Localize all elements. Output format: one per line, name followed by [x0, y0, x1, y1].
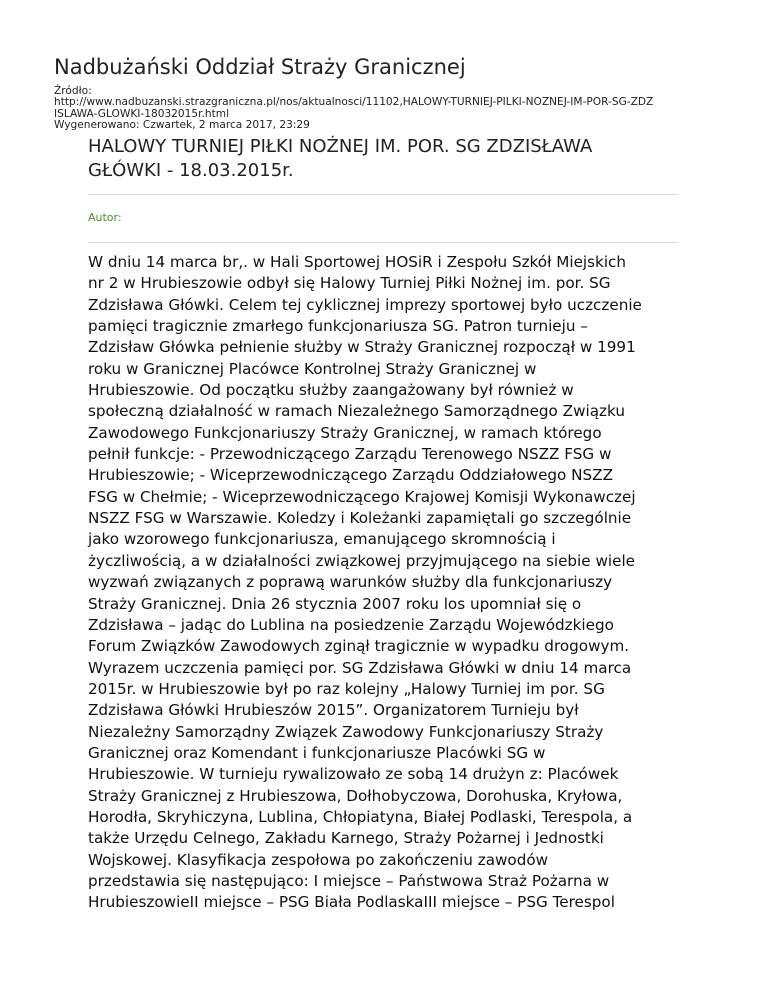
body-line: roku w Granicznej Placówce Kontrolnej Straży Granicznej w — [88, 359, 537, 378]
body-line: Zawodowego Funkcjonariuszy Straży Granicznej, w ramach którego — [88, 423, 602, 442]
body-line: Hrubieszowie. W turnieju rywalizowało ze sobą 14 drużyn z: Placówek — [88, 765, 619, 784]
article-title — [88, 135, 678, 183]
source-label: Źródło: — [54, 85, 92, 97]
body-line: NSZZ FSG w Warszawie. Koledzy i Koleżanki zapamiętali go szczególnie — [88, 509, 632, 528]
article — [88, 135, 678, 914]
body-line: Zdzisław Główka pełnienie służby w Straży Granicznej rozpoczął w 1991 — [88, 338, 636, 357]
body-line: FSG w Chełmie; - Wiceprzewodniczącego Krajowej Komisji Wykonawczej — [88, 487, 636, 506]
body-line: Zdzisława Główki. Celem tej cyklicznej imprezy sportowej było uczczenie — [88, 295, 642, 314]
body-line: życzliwością, a w działalności związkowej przyjmującego na siebie wiele — [88, 551, 636, 570]
body-line: 2015r. w Hrubieszowie był po raz kolejny „Halowy Turniej im por. SG — [88, 679, 605, 698]
body-line: jako wzorowego funkcjonariusza, emanującego skromnością i — [88, 530, 556, 549]
body-line: przedstawia się następująco: I miejsce – Państwowa Straż Pożarna w — [88, 871, 610, 890]
body-line: Niezależny Samorządny Związek Zawodowy Funkcjonariuszy Straży — [88, 722, 604, 741]
article-body — [88, 252, 678, 914]
body-line: W dniu 14 marca br,. w Hali Sportowej HOSiR i Zespołu Szkół Miejskich — [88, 253, 627, 271]
body-line: Zdzisława Główki Hrubieszów 2015”. Organizatorem Turnieju był — [88, 701, 579, 720]
article-title-line: GŁÓWKI - 18.03.2015r. — [88, 160, 294, 181]
generated-timestamp: Wygenerowano: Czwartek, 2 marca 2017, 23:29 — [54, 119, 310, 132]
body-line: Wyrazem uczczenia pamięci por. SG Zdzisława Główki w dniu 14 marca — [88, 658, 632, 677]
document-meta — [54, 86, 734, 132]
body-line: Zdzisława – jadąc do Lublina na posiedzenie Zarządu Wojewódzkiego — [88, 615, 614, 634]
body-line: Hrubieszowie; - Wiceprzewodniczącego Zarządu Oddziałowego NSZZ — [88, 466, 613, 485]
body-line: Straży Granicznej z Hrubieszowa, Dołhobyczowa, Dorohuska, Kryłowa, — [88, 786, 623, 805]
author-label: Autor: — [88, 211, 122, 224]
divider — [88, 194, 678, 195]
body-line: Granicznej oraz Komendant i funkcjonariusze Placówki SG w — [88, 743, 546, 762]
body-line: wyzwań związanych z poprawą warunków służby dla funkcjonariuszy — [88, 573, 613, 592]
body-line: nr 2 w Hrubieszowie odbył się Halowy Turniej Piłki Nożnej im. por. SG — [88, 274, 611, 293]
body-line: Straży Granicznej. Dnia 26 stycznia 2007 roku los upomniał się o — [88, 594, 582, 613]
body-line: Hrubieszowie. Od początku służby zaangażowany był również w — [88, 381, 574, 400]
body-line: HrubieszowieII miejsce – PSG Biała PodlaskaIII miejsce – PSG Terespol — [88, 893, 615, 912]
body-line: Forum Związków Zawodowych zginął tragicznie w wypadku drogowym. — [88, 637, 630, 656]
body-line: Wojskowej. Klasyfikacja zespołowa po zakończeniu zawodów — [88, 850, 549, 869]
article-title-line: HALOWY TURNIEJ PIŁKI NOŻNEJ IM. POR. SG ZDZISŁAWA — [88, 136, 593, 157]
divider — [88, 242, 678, 243]
body-line: Horodła, Skryhiczyna, Lublina, Chłopiatyna, Białej Podlaski, Terespola, a — [88, 807, 633, 826]
author-field — [88, 211, 678, 225]
body-line: społeczną działalność w ramach Niezależnego Samorządnego Związku — [88, 402, 625, 421]
site-title: Nadbużański Oddział Straży Granicznej — [54, 55, 466, 79]
source-url-continued: ISLAWA-GLOWKI-18032015r.html — [54, 107, 230, 120]
body-line: pełnił funkcje: - Przewodniczącego Zarządu Terenowego NSZZ FSG w — [88, 445, 612, 464]
source-url: http://www.nadbuzanski.strazgraniczna.pl/nos/aktualnosci/11102,HALOWY-TURNIEJ-PILKI-NOZNEJ-IM-POR-SG-ZDZ — [54, 96, 654, 109]
body-line: pamięci tragicznie zmarłego funkcjonariusza SG. Patron turnieju – — [88, 317, 588, 336]
body-line: także Urzędu Celnego, Zakładu Karnego, Straży Pożarnej i Jednostki — [88, 829, 604, 848]
